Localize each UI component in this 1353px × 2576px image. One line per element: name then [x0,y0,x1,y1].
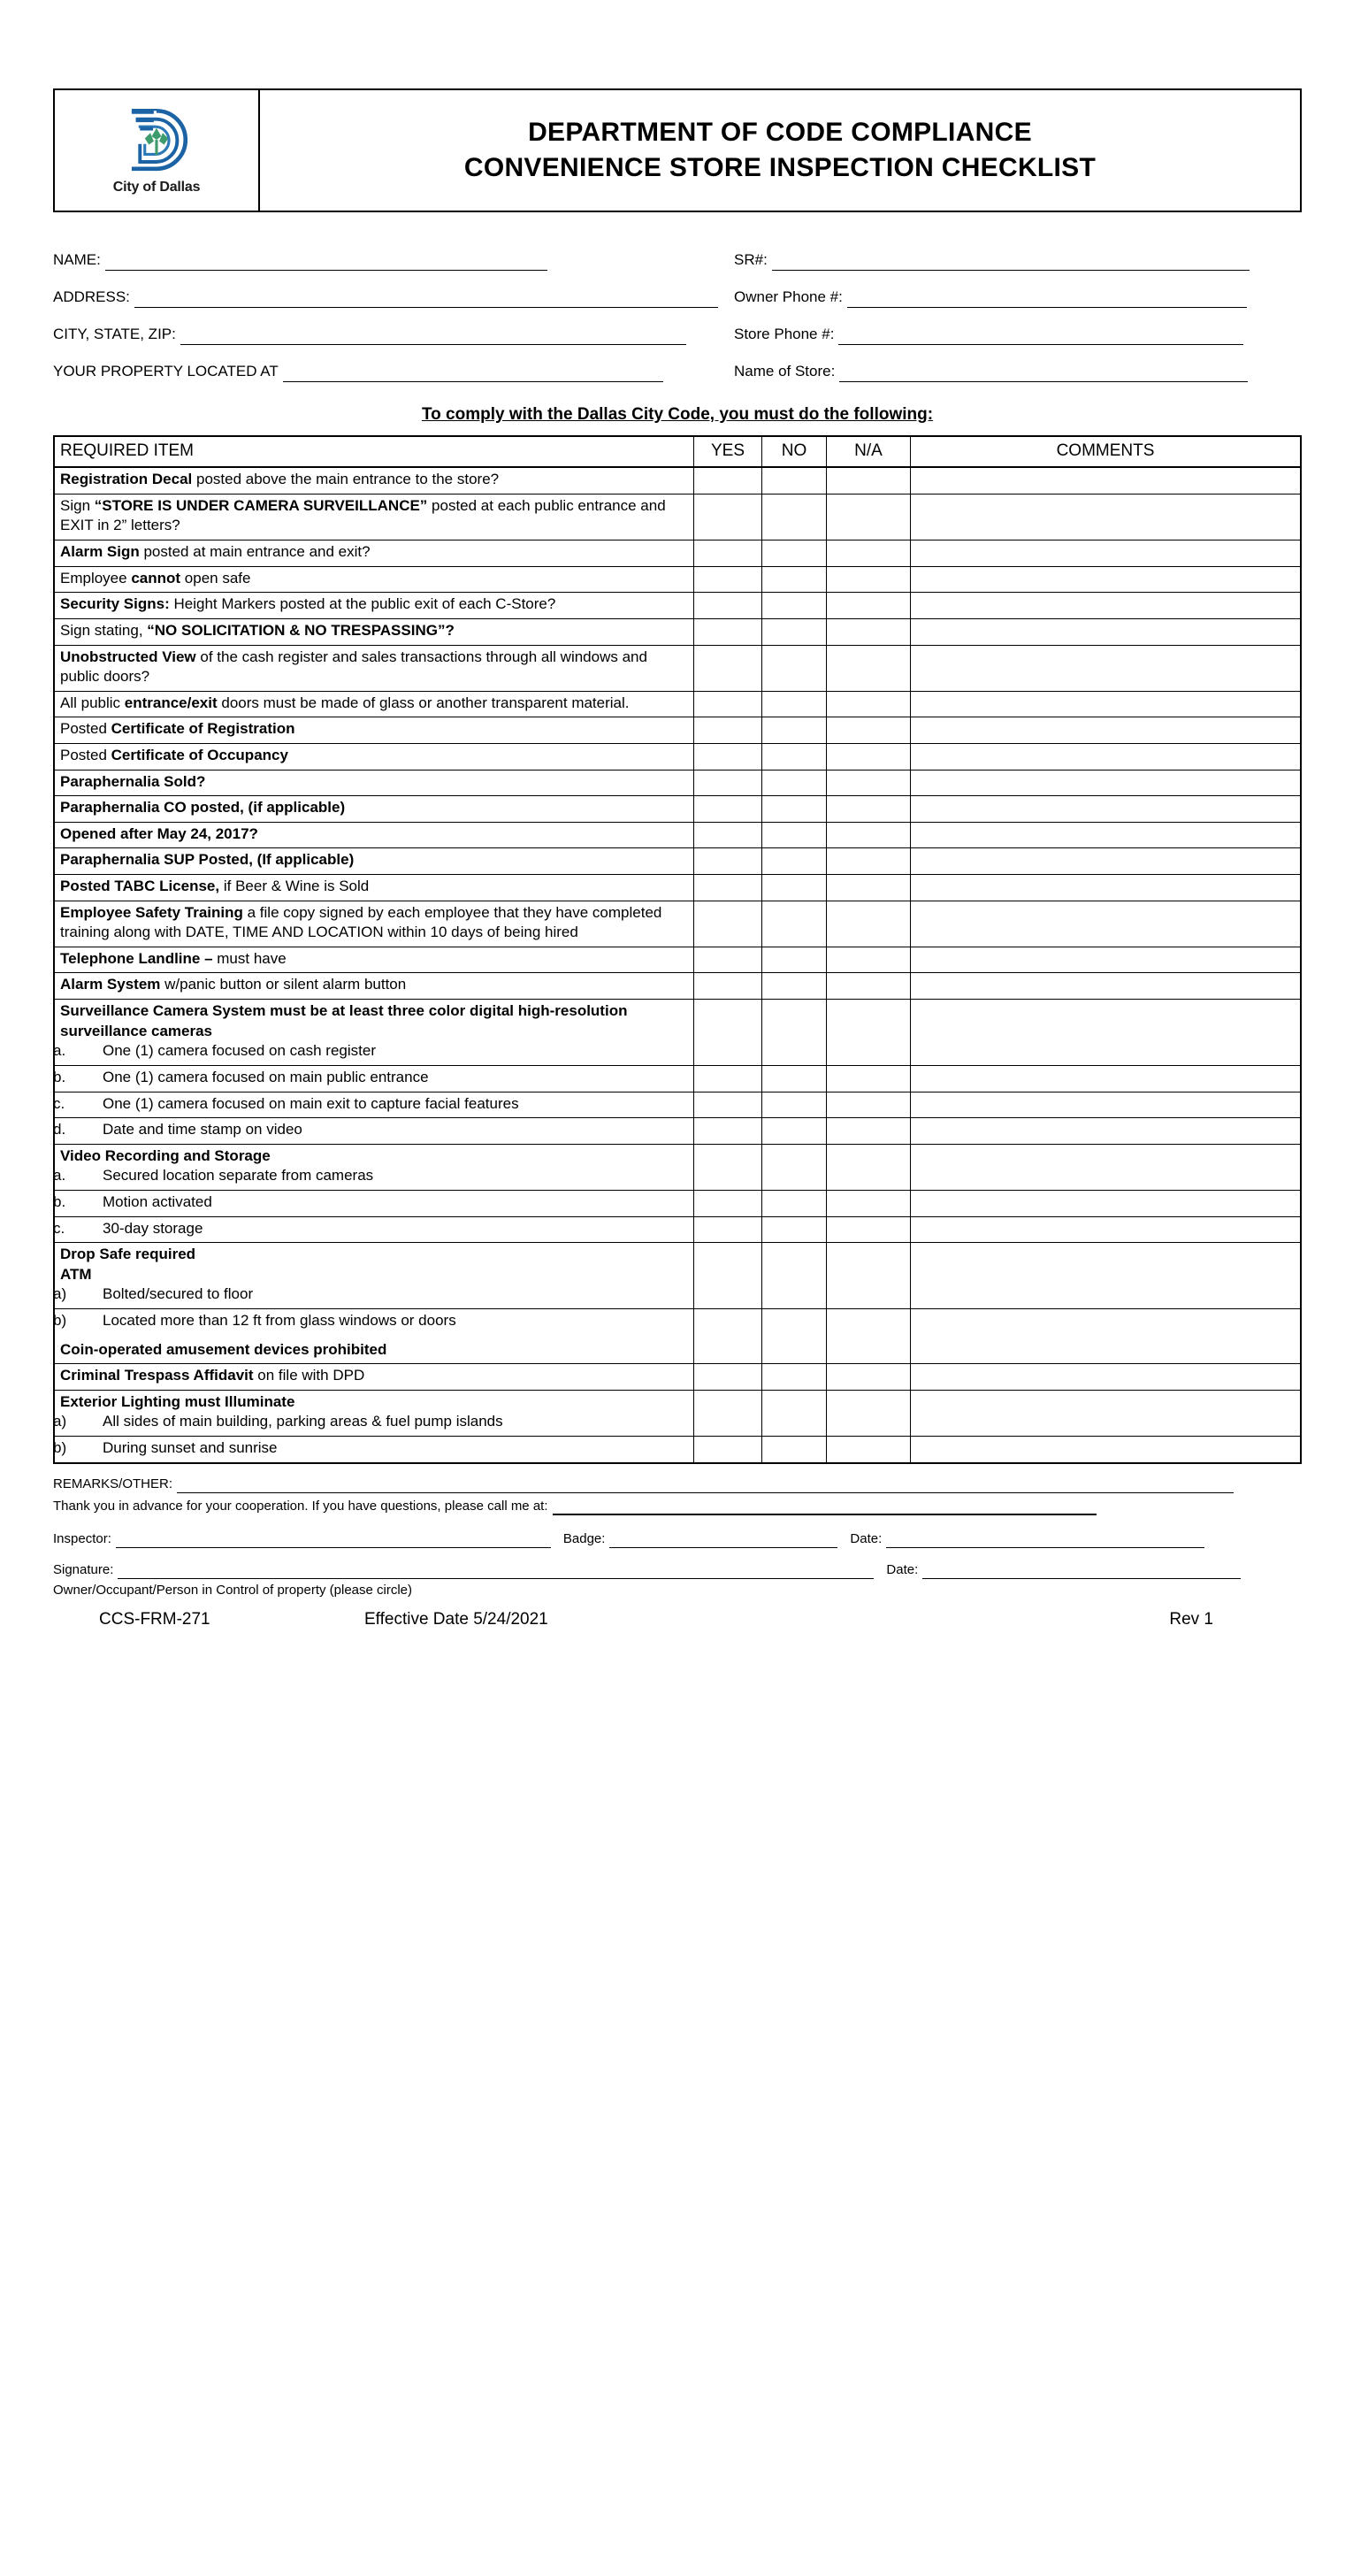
field-city-state-zip-input[interactable] [180,329,686,345]
checkbox-cell-no[interactable] [762,1000,827,1066]
checkbox-cell-no[interactable] [762,494,827,540]
checkbox-cell-na[interactable] [827,1118,911,1145]
checkbox-cell-yes[interactable] [694,770,762,796]
comments-cell[interactable] [911,540,1302,567]
table-row [54,1216,1301,1243]
checkbox-cell-no[interactable] [762,1390,827,1436]
checklist-item-text [54,566,694,593]
checkbox-cell-na[interactable] [827,618,911,645]
table-row [54,540,1301,567]
table-row [54,1243,1301,1309]
checkbox-cell-yes[interactable] [694,566,762,593]
field-property-located-label: YOUR PROPERTY LOCATED AT [53,363,279,380]
checklist-item-text [54,540,694,567]
checkbox-cell-na[interactable] [827,796,911,823]
document-footer [53,1476,1302,1629]
comments-cell[interactable] [911,717,1302,744]
checklist-item-main: Alarm Sign posted at main entrance and exit? [60,543,371,561]
comments-cell[interactable] [911,1118,1302,1145]
checklist-item-text [54,848,694,875]
comments-cell[interactable] [911,1308,1302,1363]
checkbox-cell-yes[interactable] [694,1364,762,1391]
checklist-subitem: b. Motion activated [53,1192,212,1210]
checklist-item-text [54,1092,694,1118]
checkbox-cell-no[interactable] [762,770,827,796]
checkbox-cell-yes[interactable] [694,691,762,717]
checklist-subitem: a) Bolted/secured to floor [53,1285,254,1303]
comments-cell[interactable] [911,1364,1302,1391]
comply-notice [53,405,1302,425]
field-sr [734,251,1302,271]
comments-cell[interactable] [911,494,1302,540]
checklist-item-text [54,822,694,848]
checklist-item-main: Alarm System w/panic button or silent alarm button [60,976,407,993]
checkbox-cell-yes[interactable] [694,593,762,619]
checkbox-cell-yes[interactable] [694,822,762,848]
checkbox-cell-na[interactable] [827,566,911,593]
field-row-name-sr [53,234,1302,271]
phone-input[interactable] [553,1499,1097,1515]
remarks-input[interactable] [177,1478,1234,1493]
table-header-row [54,436,1301,467]
checklist-item-bold-line: Coin-operated amusement devices prohibited [60,1340,387,1358]
checkbox-cell-no[interactable] [762,1216,827,1243]
checkbox-cell-na[interactable] [827,1437,911,1463]
inspector-input[interactable] [116,1533,551,1548]
checklist-item-text [54,494,694,540]
table-row [54,796,1301,823]
checklist-item-main: Paraphernalia CO posted, (if applicable) [60,799,346,816]
comments-cell[interactable] [911,467,1302,494]
checklist-subitem: c. 30-day storage [53,1219,203,1237]
form-code: CCS-FRM-271 [99,1609,210,1629]
comply-notice-text: To comply with the Dallas City Code, you must do the following: [421,405,934,424]
checkbox-cell-yes[interactable] [694,1118,762,1145]
table-row [54,1092,1301,1118]
checklist-item-main: All public entrance/exit doors must be made of glass or another transparent material. [60,694,630,711]
checklist-subitem: a. Secured location separate from cameras [53,1167,374,1184]
checklist-item-text [54,618,694,645]
comments-cell[interactable] [911,1216,1302,1243]
checklist-item-main: Telephone Landline – must have [60,949,287,967]
table-row [54,691,1301,717]
checklist-item-main: Security Signs: Height Markers posted at the public exit of each C-Store? [60,595,556,613]
checklist-item-main: Surveillance Camera System must be at least three color digital high-resolution surveillance cameras [60,1002,628,1039]
field-owner-phone-label: Owner Phone #: [734,288,843,305]
comments-cell[interactable] [911,1092,1302,1118]
checkbox-cell-yes[interactable] [694,717,762,744]
page-content [53,0,1302,1629]
checkbox-cell-yes[interactable] [694,1190,762,1216]
header-na: N/A [827,436,911,467]
table-row [54,645,1301,691]
table-row [54,467,1301,494]
checklist-item-main: Posted Certificate of Occupancy [60,746,288,763]
comments-cell[interactable] [911,796,1302,823]
table-row [54,875,1301,901]
signature-input[interactable] [118,1564,874,1579]
checkbox-cell-na[interactable] [827,1390,911,1436]
field-name-of-store [734,363,1302,382]
header-yes: YES [694,436,762,467]
checkbox-cell-na[interactable] [827,494,911,540]
field-address-input[interactable] [134,292,718,308]
checklist-subitem: a. One (1) camera focused on cash register [53,1042,376,1060]
checkbox-cell-no[interactable] [762,947,827,973]
effective-date: Effective Date 5/24/2021 [364,1609,548,1629]
field-sr-input[interactable] [772,255,1250,271]
field-address-label: ADDRESS: [53,288,130,305]
checkbox-cell-yes[interactable] [694,540,762,567]
comments-cell[interactable] [911,1243,1302,1309]
checkbox-cell-no[interactable] [762,796,827,823]
checklist-item-text [54,1190,694,1216]
table-row [54,618,1301,645]
checkbox-cell-no[interactable] [762,848,827,875]
checklist-item-text [54,770,694,796]
table-row [54,566,1301,593]
checklist-subitem: d. Date and time stamp on video [53,1121,302,1138]
checklist-item-main: Posted TABC License, if Beer & Wine is Sold [60,878,370,895]
checkbox-cell-na[interactable] [827,717,911,744]
table-row [54,717,1301,744]
checklist-subitem: b) During sunset and sunrise [53,1439,278,1457]
comments-cell[interactable] [911,947,1302,973]
checkbox-cell-yes[interactable] [694,743,762,770]
footer-codes [53,1610,1302,1629]
checkbox-cell-no[interactable] [762,1190,827,1216]
field-store-phone [734,326,1302,345]
table-row [54,743,1301,770]
comments-cell[interactable] [911,743,1302,770]
field-city-state-zip [53,326,734,345]
comments-cell[interactable] [911,566,1302,593]
checklist-item-text [54,1390,694,1436]
checkbox-cell-na[interactable] [827,770,911,796]
checkbox-cell-no[interactable] [762,1092,827,1118]
badge-label: Badge: [562,1530,606,1546]
checkbox-cell-no[interactable] [762,901,827,947]
table-row [54,1308,1301,1363]
table-row [54,1144,1301,1190]
checklist-item-text [54,1364,694,1391]
field-row-city-store-phone [53,308,1302,345]
checkbox-cell-yes[interactable] [694,1243,762,1309]
field-row-property-store-name [53,345,1302,382]
checklist-item-text [54,973,694,1000]
footer-remarks-row [53,1476,1302,1493]
checkbox-cell-na[interactable] [827,691,911,717]
checkbox-cell-yes[interactable] [694,1308,762,1363]
checklist-item-second-bold: ATM [60,1265,92,1283]
checkbox-cell-no[interactable] [762,1437,827,1463]
checkbox-cell-yes[interactable] [694,1092,762,1118]
comments-cell[interactable] [911,1144,1302,1190]
field-city-state-zip-label: CITY, STATE, ZIP: [53,326,176,342]
checklist-item-main: Exterior Lighting must Illuminate [60,1392,295,1410]
checkbox-cell-na[interactable] [827,1000,911,1066]
field-sr-label: SR#: [734,251,768,268]
document-header [53,88,1302,212]
checklist-item-text [54,1144,694,1190]
checkbox-cell-na[interactable] [827,901,911,947]
checkbox-cell-no[interactable] [762,1308,827,1363]
date-label-2: Date: [886,1561,919,1577]
document-title-line-2: CONVENIENCE STORE INSPECTION CHECKLIST [463,153,1097,182]
comments-cell[interactable] [911,691,1302,717]
checkbox-cell-no[interactable] [762,973,827,1000]
checkbox-cell-na[interactable] [827,645,911,691]
footer-thanks-row [53,1499,1302,1515]
comments-cell[interactable] [911,1000,1302,1066]
checkbox-cell-no[interactable] [762,1364,827,1391]
checkbox-cell-yes[interactable] [694,494,762,540]
checkbox-cell-yes[interactable] [694,1000,762,1066]
checkbox-cell-no[interactable] [762,540,827,567]
checklist-item-main: Criminal Trespass Affidavit on file with DPD [60,1367,365,1384]
comments-cell[interactable] [911,1390,1302,1436]
table-row [54,1118,1301,1145]
checkbox-cell-na[interactable] [827,743,911,770]
checklist-item-text [54,1308,694,1363]
signature-note: Owner/Occupant/Person in Control of property (please circle) [53,1582,413,1598]
checklist-item-text [54,645,694,691]
checklist-item-text [54,467,694,494]
checklist-item-text [54,1065,694,1092]
checklist-item-main: Employee cannot open safe [60,569,251,586]
checklist-item-text [54,1000,694,1066]
thanks-label: Thank you in advance for your cooperation. If you have questions, please call me at: [53,1498,548,1514]
checklist-subitem: b) Located more than 12 ft from glass windows or doors [53,1311,456,1329]
field-property-located-input[interactable] [283,366,663,382]
logo-caption: City of Dallas [112,180,201,195]
comments-cell[interactable] [911,901,1302,947]
checkbox-cell-no[interactable] [762,717,827,744]
inspection-checklist-table [53,435,1302,1464]
signature-label: Signature: [53,1561,114,1577]
field-property-located [53,363,734,382]
checkbox-cell-na[interactable] [827,1065,911,1092]
field-name-input[interactable] [105,255,547,271]
comments-cell[interactable] [911,875,1302,901]
table-row [54,901,1301,947]
checklist-item-main: Sign stating, “NO SOLICITATION & NO TRESPASSING”? [60,621,455,639]
city-of-dallas-logo-icon [122,105,191,178]
checklist-item-text [54,901,694,947]
field-owner-phone-input[interactable] [847,292,1247,308]
checkbox-cell-yes[interactable] [694,1065,762,1092]
checklist-item-main: Employee Safety Training a file copy signed by each employee that they have completed training along with DATE, TIME AND LOCATION within 10 days of being hired [60,903,662,941]
table-row [54,494,1301,540]
field-store-phone-input[interactable] [838,329,1243,345]
checkbox-cell-no[interactable] [762,1144,827,1190]
inspector-label: Inspector: [53,1530,111,1546]
checklist-item-text [54,947,694,973]
header-comments: COMMENTS [911,436,1302,467]
checklist-subitem: b. One (1) camera focused on main public entrance [53,1068,429,1085]
checklist-subitem: a) All sides of main building, parking areas & fuel pump islands [53,1413,503,1430]
field-name-label: NAME: [53,251,101,268]
checklist-subitem: c. One (1) camera focused on main exit to capture facial features [53,1094,519,1112]
checkbox-cell-yes[interactable] [694,1144,762,1190]
table-row [54,1390,1301,1436]
checkbox-cell-yes[interactable] [694,467,762,494]
checkbox-cell-na[interactable] [827,1144,911,1190]
checkbox-cell-na[interactable] [827,1092,911,1118]
checkbox-cell-na[interactable] [827,1308,911,1363]
checkbox-cell-no[interactable] [762,467,827,494]
table-row [54,1000,1301,1066]
document-title-line-1: DEPARTMENT OF CODE COMPLIANCE [528,117,1032,147]
comments-cell[interactable] [911,645,1302,691]
table-row [54,593,1301,619]
field-name [53,251,734,271]
checkbox-cell-no[interactable] [762,1065,827,1092]
header-no: NO [762,436,827,467]
checkbox-cell-na[interactable] [827,947,911,973]
checkbox-cell-yes[interactable] [694,796,762,823]
checkbox-cell-na[interactable] [827,848,911,875]
header-required-item: REQUIRED ITEM [54,436,694,467]
checkbox-cell-na[interactable] [827,540,911,567]
checkbox-cell-yes[interactable] [694,1390,762,1436]
checklist-item-text [54,875,694,901]
revision: Rev 1 [1169,1609,1213,1629]
comments-cell[interactable] [911,770,1302,796]
checkbox-cell-no[interactable] [762,743,827,770]
checkbox-cell-yes[interactable] [694,645,762,691]
form-fields [53,234,1302,382]
comments-cell[interactable] [911,822,1302,848]
table-row [54,947,1301,973]
checkbox-cell-no[interactable] [762,593,827,619]
checkbox-cell-no[interactable] [762,618,827,645]
table-row [54,1437,1301,1463]
checklist-item-text [54,1243,694,1309]
checkbox-cell-no[interactable] [762,691,827,717]
table-row [54,770,1301,796]
checklist-item-text [54,593,694,619]
table-row [54,1190,1301,1216]
comments-cell[interactable] [911,1437,1302,1463]
checklist-item-main: Opened after May 24, 2017? [60,824,258,842]
checkbox-cell-yes[interactable] [694,901,762,947]
checkbox-cell-yes[interactable] [694,973,762,1000]
footer-inspector-row [53,1531,1302,1548]
checklist-item-main: Sign “STORE IS UNDER CAMERA SURVEILLANCE” posted at each public entrance and EXIT in 2” letters? [60,496,666,534]
checkbox-cell-no[interactable] [762,822,827,848]
comments-cell[interactable] [911,1065,1302,1092]
checkbox-cell-no[interactable] [762,645,827,691]
comments-cell[interactable] [911,848,1302,875]
checklist-item-text [54,743,694,770]
remarks-label: REMARKS/OTHER: [53,1476,173,1491]
footer-signature-row [53,1562,1302,1579]
checklist-item-main: Unobstructed View of the cash register and sales transactions through all windows and public doors? [60,648,647,686]
comments-cell[interactable] [911,1190,1302,1216]
checkbox-cell-yes[interactable] [694,848,762,875]
table-row [54,1364,1301,1391]
checkbox-cell-na[interactable] [827,822,911,848]
field-store-phone-label: Store Phone #: [734,326,835,342]
date-label-1: Date: [850,1530,883,1546]
field-row-address-owner-phone [53,271,1302,308]
checklist-item-text [54,1437,694,1463]
checkbox-cell-na[interactable] [827,1243,911,1309]
checklist-item-text [54,691,694,717]
checkbox-cell-yes[interactable] [694,1437,762,1463]
checkbox-cell-na[interactable] [827,467,911,494]
checklist-item-main: Registration Decal posted above the main entrance to the store? [60,471,500,488]
checklist-item-main: Paraphernalia Sold? [60,772,206,790]
table-row [54,848,1301,875]
comments-cell[interactable] [911,973,1302,1000]
date-input-2[interactable] [922,1564,1241,1579]
field-name-of-store-label: Name of Store: [734,363,836,380]
checkbox-cell-no[interactable] [762,1243,827,1309]
checkbox-cell-yes[interactable] [694,1216,762,1243]
table-body [54,467,1301,1462]
field-name-of-store-input[interactable] [839,366,1248,382]
field-address [53,288,734,308]
checklist-item-text [54,717,694,744]
checkbox-cell-na[interactable] [827,1364,911,1391]
title-cell [260,90,1300,211]
checkbox-cell-na[interactable] [827,875,911,901]
comments-cell[interactable] [911,618,1302,645]
table-row [54,973,1301,1000]
checkbox-cell-na[interactable] [827,593,911,619]
checkbox-cell-na[interactable] [827,1216,911,1243]
checkbox-cell-yes[interactable] [694,618,762,645]
checkbox-cell-yes[interactable] [694,875,762,901]
checkbox-cell-no[interactable] [762,566,827,593]
checkbox-cell-yes[interactable] [694,947,762,973]
checklist-item-text [54,1216,694,1243]
checklist-item-main: Posted Certificate of Registration [60,720,295,738]
checkbox-cell-no[interactable] [762,875,827,901]
comments-cell[interactable] [911,593,1302,619]
checkbox-cell-na[interactable] [827,973,911,1000]
table-row [54,822,1301,848]
badge-input[interactable] [609,1533,837,1548]
date-input-1[interactable] [886,1533,1204,1548]
checklist-item-main: Video Recording and Storage [60,1146,271,1164]
checklist-item-text [54,796,694,823]
table-row [54,1065,1301,1092]
checklist-item-main: Drop Safe required [60,1246,196,1263]
checklist-item-main: Paraphernalia SUP Posted, (If applicable) [60,851,355,869]
logo-cell [55,90,260,211]
checkbox-cell-na[interactable] [827,1190,911,1216]
checkbox-cell-no[interactable] [762,1118,827,1145]
field-owner-phone [734,288,1302,308]
checklist-item-text [54,1118,694,1145]
